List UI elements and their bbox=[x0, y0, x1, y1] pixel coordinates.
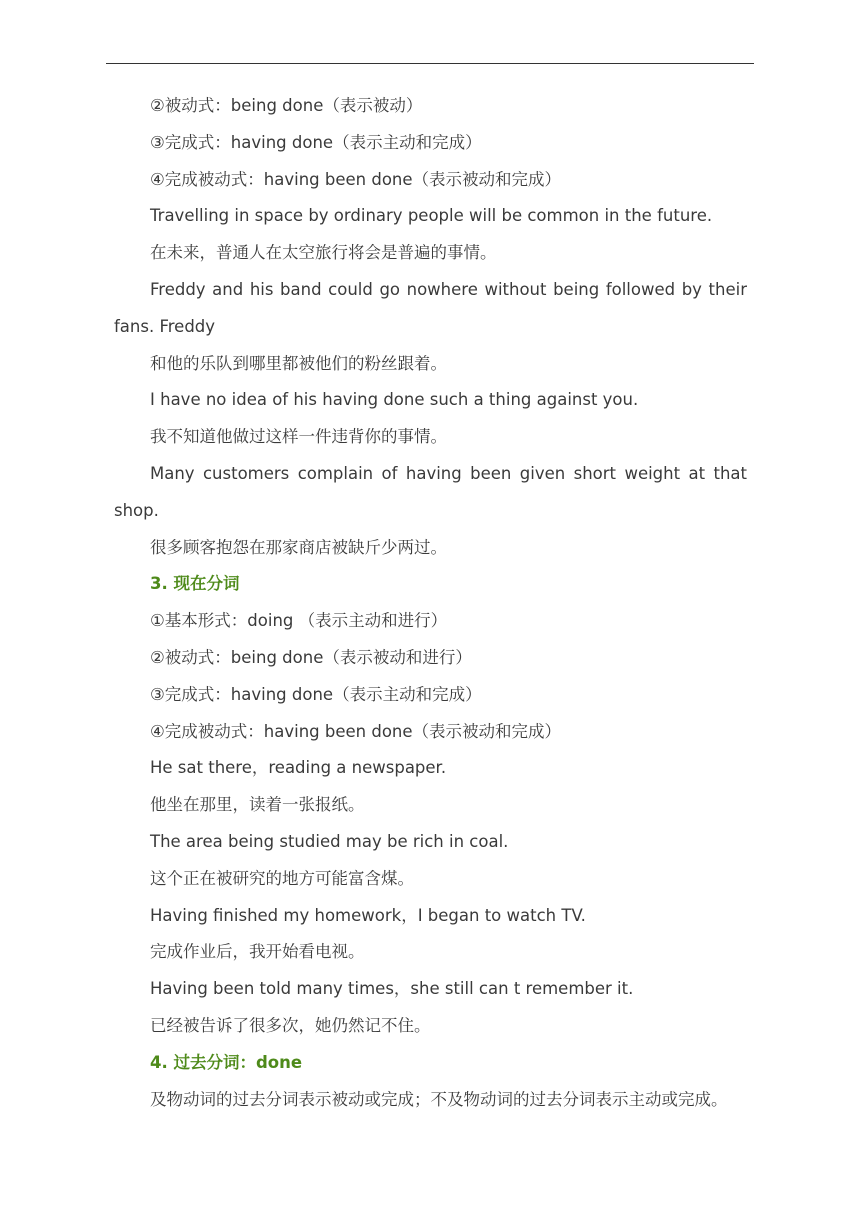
text-line: ①基本形式：doing （表示主动和进行） bbox=[150, 611, 448, 631]
text-line: Many customers complain of having been given short weight at that bbox=[150, 463, 747, 483]
text-line: 及物动词的过去分词表示被动或完成；不及物动词的过去分词表示主动或完成。 bbox=[150, 1089, 728, 1109]
text-line: 完成作业后，我开始看电视。 bbox=[150, 942, 365, 962]
text-line: fans. Freddy bbox=[114, 316, 216, 336]
text-line: Travelling in space by ordinary people will be common in the future. bbox=[150, 206, 713, 226]
text-line: shop. bbox=[114, 500, 159, 520]
text-line: Having been told many times，she still can t remember it. bbox=[150, 979, 634, 999]
text-line: 已经被告诉了很多次，她仍然记不住。 bbox=[150, 1015, 431, 1035]
text-line: I have no idea of his having done such a thing against you. bbox=[150, 390, 639, 410]
header-rule bbox=[106, 63, 754, 64]
section-heading: 3. 现在分词 bbox=[150, 574, 240, 594]
text-line: 他坐在那里，读着一张报纸。 bbox=[150, 795, 365, 815]
text-line: 很多顾客抱怨在那家商店被缺斤少两过。 bbox=[150, 537, 447, 557]
text-line: ③完成式：having done（表示主动和完成） bbox=[150, 132, 482, 152]
text-line: He sat there，reading a newspaper. bbox=[150, 758, 447, 778]
text-line: 在未来，普通人在太空旅行将会是普遍的事情。 bbox=[150, 243, 497, 263]
text-line: ④完成被动式：having been done（表示被动和完成） bbox=[150, 721, 562, 741]
text-line: 和他的乐队到哪里都被他们的粉丝跟着。 bbox=[150, 353, 447, 373]
text-line: Having finished my homework，I began to watch TV. bbox=[150, 905, 586, 925]
document-body bbox=[114, 88, 747, 1118]
text-line: ④完成被动式：having been done（表示被动和完成） bbox=[150, 169, 562, 189]
text-line: ③完成式：having done（表示主动和完成） bbox=[150, 684, 482, 704]
text-line: ②被动式：being done（表示被动和进行） bbox=[150, 647, 472, 667]
text-line: Freddy and his band could go nowhere without being followed by their bbox=[150, 279, 747, 299]
text-line: The area being studied may be rich in coal. bbox=[150, 831, 509, 851]
section-heading: 4. 过去分词：done bbox=[150, 1052, 303, 1072]
text-line: 我不知道他做过这样一件违背你的事情。 bbox=[150, 427, 447, 447]
text-line: 这个正在被研究的地方可能富含煤。 bbox=[150, 868, 414, 888]
text-line: ②被动式：being done（表示被动） bbox=[150, 96, 423, 115]
